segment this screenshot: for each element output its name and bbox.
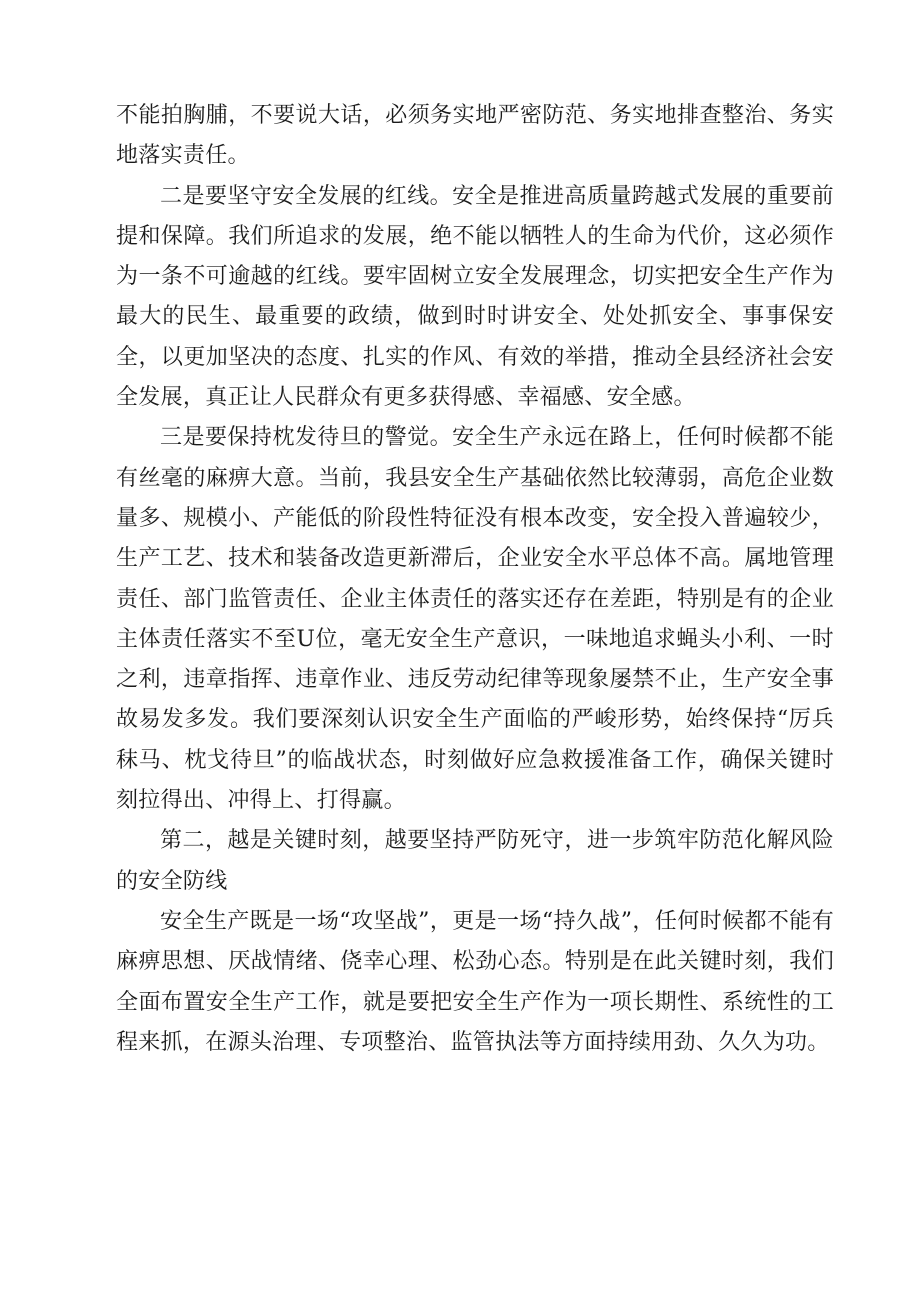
paragraph-long-term-battle: 安全生产既是一场“攻坚战”，更是一场“持久战”，任何时候都不能有麻痹思想、厌战情绪、侥幸心理、松劲心态。特别是在此关键时刻，我们全面布置安全生产工作，就是要把安全生产作为一项长期性、系统性的工程来抓，在源头治理、专项整治、监管执法等方面持续用劲、久久为功。 [116,908,834,1055]
section-heading-second: 第二，越是关键时刻，越要坚持严防死守，进一步筑牢防范化解风险的安全防线 [116,828,834,894]
paragraph-red-line: 二是要坚守安全发展的红线。安全是推进高质量跨越式发展的重要前提和保障。我们所追求的发展，绝不能以牺牲人的生命为代价，这必须作为一条不可逾越的红线。要牢固树立安全发展理念，切实把安全生产作为最大的民生、最重要的政绩，做到时时讲安全、处处抓安全、事事保安全，以更加坚决的态度、扎实的作风、有效的举措，推动全县经济社会安全发展，真正让人民群众有更多获得感、幸福感、安全感。 [116,183,834,411]
paragraph-vigilance: 三是要保持枕发待旦的警觉。安全生产永远在路上，任何时候都不能有丝毫的麻痹大意。当前，我县安全生产基础依然比较薄弱，高危企业数量多、规模小、产能低的阶段性特征没有根本改变，安全投入普遍较少，生产工艺、技术和装备改造更新滞后，企业安全水平总体不高。属地管理责任、部门监管责任、企业主体责任的落实还存在差距，特别是有的企业主体责任落实不至U位，毫无安全生产意识，一味地追求蝇头小利、一时之利，违章指挥、违章作业、违反劳动纪律等现象屡禁不止，生产安全事故易发多发。我们要深刻认识安全生产面临的严峻形势，始终保持“厉兵秣马、枕戈待旦”的临战状态，时刻做好应急救援准备工作，确保关键时刻拉得出、冲得上、打得赢。 [116,425,834,814]
paragraph-continuation: 不能拍胸脯，不要说大话，必须务实地严密防范、务实地排查整治、务实地落实责任。 [116,103,834,169]
document-body [116,96,834,1063]
